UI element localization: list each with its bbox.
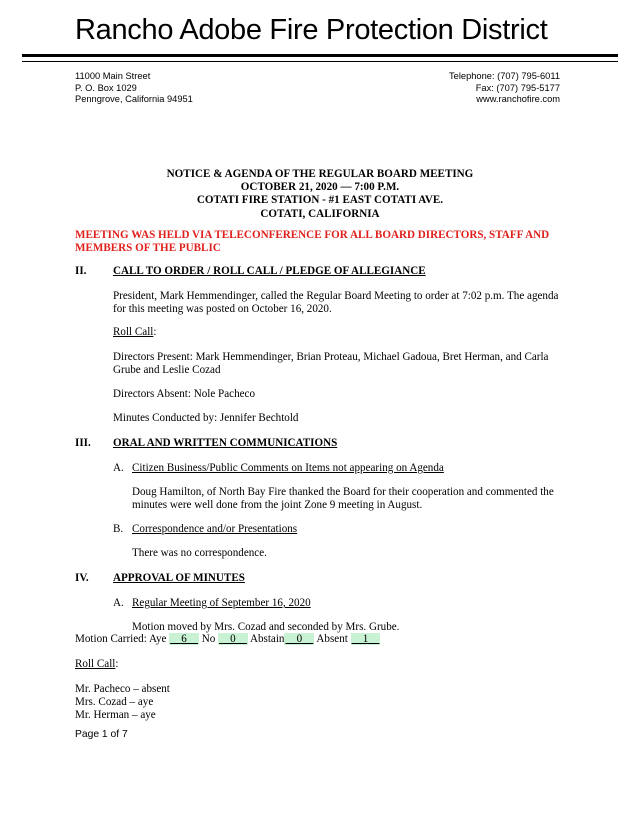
motion-text: Motion moved by Mrs. Cozad and seconded by Mrs. Grube.: [132, 621, 400, 633]
page-number: Page 1 of 7: [75, 729, 128, 740]
vote-absent-count: __1__: [351, 633, 380, 645]
contact-block: [449, 71, 560, 106]
header-rule-thick: [22, 54, 618, 57]
subsection-title: Citizen Business/Public Comments on Items not appearing on Agenda: [132, 462, 444, 474]
section-title: APPROVAL OF MINUTES: [113, 572, 245, 584]
notice-line: COTATI, CALIFORNIA: [260, 207, 380, 220]
roll-call-heading: [75, 658, 118, 671]
vote-abstain-label: Abstain: [249, 633, 285, 645]
subsection-regular-meeting: [113, 597, 311, 610]
section-heading-call-to-order: [75, 265, 426, 278]
org-title: Rancho Adobe Fire Protection District: [75, 14, 548, 46]
contact-telephone: Telephone: (707) 795-6011: [449, 71, 560, 81]
section-number: II.: [75, 265, 87, 277]
section-title: ORAL AND WRITTEN COMMUNICATIONS: [113, 437, 338, 449]
subsection-letter: A.: [113, 597, 124, 609]
roll-call-heading: [113, 326, 563, 339]
vote-absent-label: Absent: [316, 633, 348, 645]
section-heading-approval-of-minutes: [75, 572, 245, 585]
vote-abstain-count: __0__: [285, 633, 314, 645]
roll-call-label: Roll Call: [75, 658, 116, 670]
roll-call-colon: :: [115, 658, 119, 670]
roll-call-vote: Mr. Pacheco – absent: [75, 683, 170, 695]
meeting-notice: [75, 168, 565, 221]
notice-line: COTATI FIRE STATION - #1 EAST COTATI AVE.: [196, 194, 444, 207]
subsection-title: Regular Meeting of September 16, 2020: [132, 597, 311, 609]
contact-website: www.ranchofire.com: [476, 94, 560, 104]
roll-call-vote: Mrs. Cozad – aye: [75, 696, 154, 709]
address-line: 11000 Main Street: [75, 71, 151, 81]
section-number: IV.: [75, 572, 89, 584]
notice-line: NOTICE & AGENDA OF THE REGULAR BOARD MEETING: [166, 168, 474, 180]
contact-fax: Fax: (707) 795-5177: [475, 82, 560, 93]
section-number: III.: [75, 437, 91, 449]
roll-call-vote: Mr. Herman – aye: [75, 709, 156, 722]
motion-carried-label: Motion Carried: Aye: [75, 633, 167, 645]
minutes-conducted: Minutes Conducted by: Jennifer Bechtold: [113, 412, 299, 424]
address-line: Penngrove, California 94951: [75, 94, 193, 104]
section-title: CALL TO ORDER / ROLL CALL / PLEDGE OF ALLEGIANCE: [113, 265, 426, 277]
roll-call-label: Roll Call: [113, 326, 154, 338]
address-block: [75, 71, 193, 106]
roll-call-votes: [75, 683, 170, 723]
subsection-correspondence: [113, 523, 297, 536]
call-to-order-paragraph: President, Mark Hemmendinger, called the Regular Board Meeting to order at 7:02 p.m. The agenda for this meeting was posted on October 16, 2020.: [113, 290, 559, 316]
directors-absent: Directors Absent: Nole Pacheco: [113, 388, 256, 400]
teleconference-notice: MEETING WAS HELD VIA TELECONFERENCE FOR ALL BOARD DIRECTORS, STAFF AND MEMBERS OF THE PUBLIC: [75, 229, 550, 255]
header-rule-thin: [22, 61, 618, 62]
notice-line: OCTOBER 21, 2020 — 7:00 P.M.: [240, 181, 400, 194]
motion-carried-line: [75, 633, 380, 646]
roll-call-colon: :: [153, 326, 157, 338]
subsection-letter: A.: [113, 462, 124, 474]
section-heading-communications: [75, 437, 337, 450]
subsection-letter: B.: [113, 523, 124, 535]
vote-no-count: __0__: [219, 633, 247, 645]
address-line: P. O. Box 1029: [75, 82, 137, 93]
subsection-citizen-business: [113, 462, 444, 475]
vote-aye-count: __6__: [170, 633, 198, 645]
correspondence-text: There was no correspondence.: [132, 547, 267, 559]
directors-present: Directors Present: Mark Hemmendinger, Brian Proteau, Michael Gadoua, Bret Herman, and Carla Grube and Leslie Cozad: [113, 351, 549, 377]
subsection-title: Correspondence and/or Presentations: [132, 523, 298, 535]
vote-no-label: No: [201, 633, 216, 645]
citizen-business-text: Doug Hamilton, of North Bay Fire thanked the Board for their cooperation and commented the minutes were well done from the joint Zone 9 meeting in August.: [132, 486, 554, 512]
